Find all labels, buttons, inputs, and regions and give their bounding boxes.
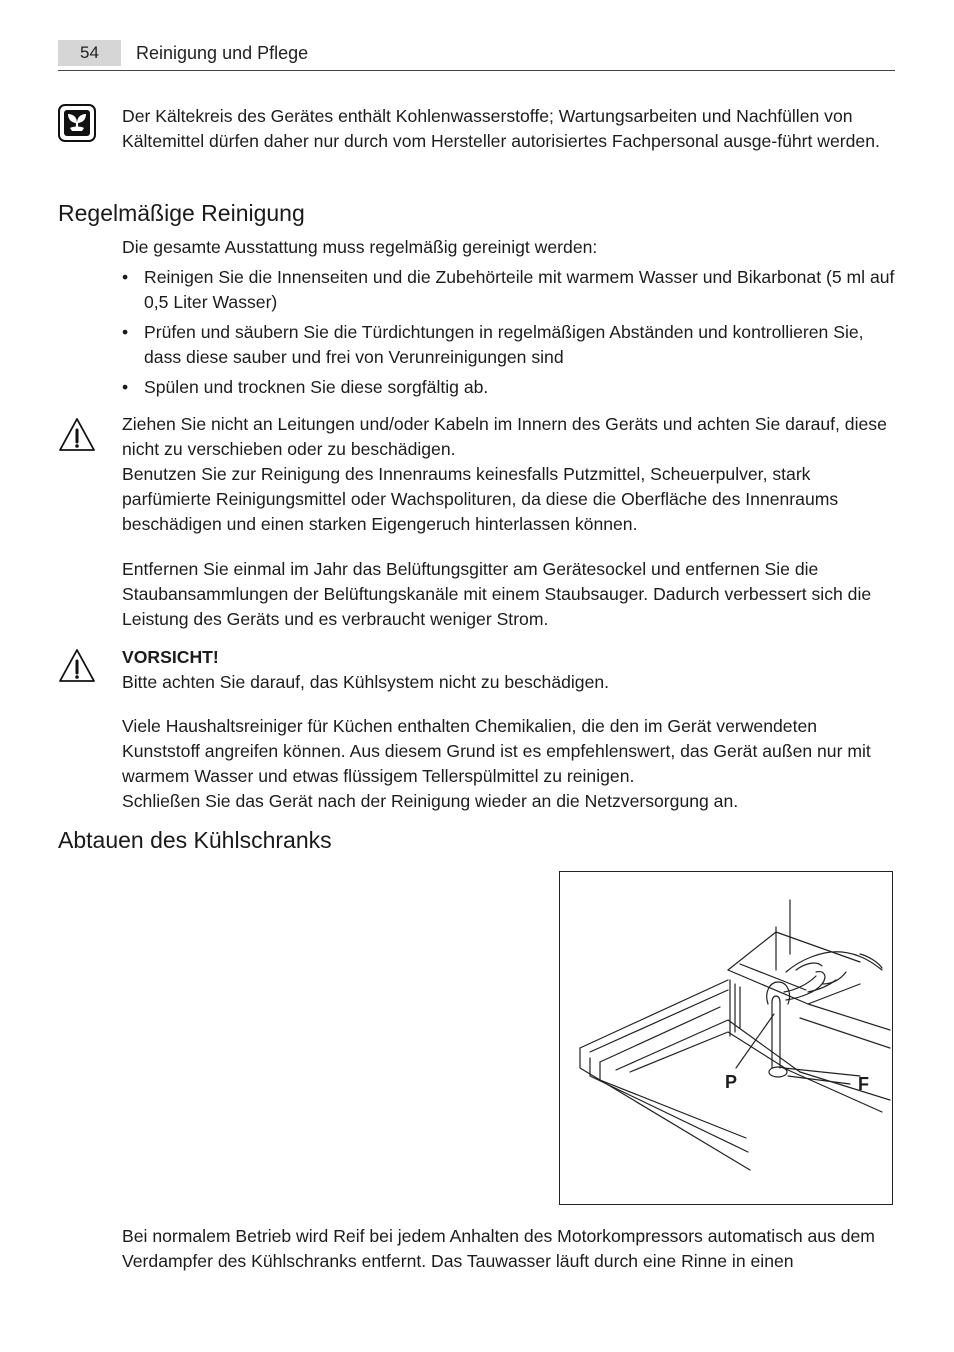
figure-label-p: P xyxy=(725,1072,738,1092)
defrost-illustration xyxy=(559,871,893,1205)
warning-line-1: Ziehen Sie nicht an Leitungen und/oder Kabeln im Innern des Geräts und achten Sie darauf, diese nicht zu verschieben oder zu beschädigen. xyxy=(122,414,887,459)
paragraph-ventilation-grid: Entfernen Sie einmal im Jahr das Belüftungsgitter am Gerätesockel und entfernen Sie die Staubansammlungen der Belüftungskanäle mit einem Staubsauger. Dadurch verbessert sich die Leistung des Geräts und es verbraucht weniger Strom. xyxy=(122,559,872,629)
figure-label-f: F xyxy=(858,1074,869,1094)
list-item: • Prüfen und säubern Sie die Türdichtungen in regelmäßigen Abständen und kontrollieren Sie, dass diese sauber und frei von Verunreinigungen sind xyxy=(122,320,896,370)
heading-regular-cleaning: Regelmäßige Reinigung xyxy=(58,200,305,226)
warning-caution-block xyxy=(122,645,894,695)
caution-text: Bitte achten Sie darauf, das Kühlsystem nicht zu beschädigen. xyxy=(122,672,610,692)
cleaning-bullet-list xyxy=(122,265,896,405)
section-title: Reinigung und Pflege xyxy=(136,43,309,63)
page-number: 54 xyxy=(58,40,121,66)
warning-cables-text xyxy=(122,412,894,537)
warning-line-2: Benutzen Sie zur Reinigung des Innenraums keinesfalls Putzmittel, Scheuerpulver, stark parfümierte Reinigungsmittel oder Wachspolituren, da diese die Oberfläche des Innenraums beschädigen und einen starken Eigengeruch hinterlassen können. xyxy=(122,464,839,534)
environment-leaf-icon xyxy=(58,104,96,142)
list-item: • Spülen und trocknen Sie diese sorgfältig ab. xyxy=(122,375,896,400)
header-divider xyxy=(58,70,895,71)
paragraph-defrost: Bei normalem Betrieb wird Reif bei jedem Anhalten des Motorkompressors automatisch aus dem Verdampfer des Kühlschranks entfernt. Das Tauwasser läuft durch eine Rinne in einen xyxy=(122,1226,875,1271)
paragraph-chemicals xyxy=(122,714,898,814)
environment-note-text: Der Kältekreis des Gerätes enthält Kohlenwasserstoffe; Wartungsarbeiten und Nachfüllen von Kältemittel dürfen daher nur durch vom Hersteller autorisiertes Fachpersonal ausge-führt werden. xyxy=(122,106,880,151)
heading-defrost: Abtauen des Kühlschranks xyxy=(58,827,332,853)
caution-title: VORSICHT! xyxy=(122,647,219,667)
chemicals-line-2: Schließen Sie das Gerät nach der Reinigung wieder an die Netzversorgung an. xyxy=(122,791,739,811)
cleaning-intro: Die gesamte Ausstattung muss regelmäßig gereinigt werden: xyxy=(122,237,598,257)
list-item: • Reinigen Sie die Innenseiten und die Zubehörteile mit warmem Wasser und Bikarbonat (5 ml auf 0,5 Liter Wasser) xyxy=(122,265,896,315)
warning-triangle-icon xyxy=(58,647,96,685)
chemicals-line-1: Viele Haushaltsreiniger für Küchen enthalten Chemikalien, die den im Gerät verwendeten Kunststoff angreifen können. Aus diesem Grund ist es empfehlenswert, das Gerät außen nur mit warmem Wasser und etwas flüssigem Tellerspülmittel zu reinigen. xyxy=(122,716,871,786)
warning-triangle-icon xyxy=(58,416,96,454)
